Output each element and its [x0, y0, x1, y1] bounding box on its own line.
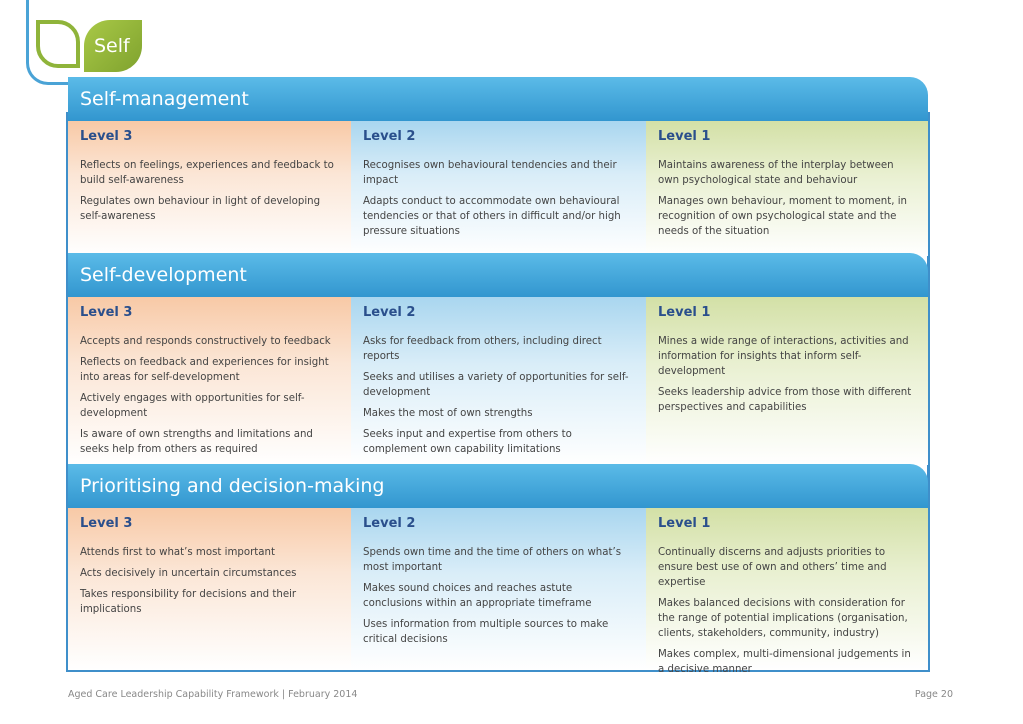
footer-document-title: Aged Care Leadership Capability Framework | February 2014	[68, 689, 358, 700]
capability-item: Spends own time and the time of others on what’s most important	[363, 547, 622, 573]
capability-item: Continually discerns and adjusts priorities to ensure best use of own and others’ time and expertise	[658, 547, 887, 588]
level-2-column	[351, 121, 646, 256]
capability-item: Takes responsibility for decisions and their implications	[80, 589, 297, 615]
section-self-management	[68, 77, 928, 256]
capability-item: Makes balanced decisions with consideration for the range of potential implications (organisation, clients, stakeholders, community, industry)	[658, 598, 908, 639]
level-title: Level 3	[80, 516, 133, 531]
capability-item: Asks for feedback from others, including direct reports	[363, 336, 602, 362]
level-1-column	[646, 297, 928, 465]
footer-page-number: Page 20	[914, 689, 953, 700]
level-2-column	[351, 508, 646, 670]
level-2-column	[351, 297, 646, 465]
capability-item: Acts decisively in uncertain circumstances	[80, 568, 297, 579]
capability-item: Reflects on feedback and experiences for insight into areas for self-development	[80, 357, 329, 383]
level-3-column	[68, 297, 351, 465]
capability-item: Seeks input and expertise from others to complement own capability limitations	[363, 429, 572, 455]
level-title: Level 3	[80, 129, 133, 144]
level-title: Level 1	[658, 129, 711, 144]
capability-item: Uses information from multiple sources to make critical decisions	[363, 619, 609, 645]
capability-item: Manages own behaviour, moment to moment, in recognition of own psychological state and the needs of the situation	[658, 196, 907, 237]
level-columns	[68, 508, 928, 675]
section-title-text: Self-development	[80, 264, 247, 286]
capability-item: Is aware of own strengths and limitations and seeks help from others as required	[80, 429, 313, 455]
capability-item: Reflects on feelings, experiences and feedback to build self-awareness	[80, 160, 334, 186]
level-title: Level 3	[80, 305, 133, 320]
self-logo	[84, 20, 142, 72]
capability-item: Mines a wide range of interactions, activities and information for insights that inform self-development	[658, 336, 909, 377]
level-columns	[68, 297, 928, 465]
section-title	[68, 77, 928, 121]
level-3-column	[68, 508, 351, 670]
section-prioritising-decision-making	[68, 464, 928, 675]
capability-item: Accepts and responds constructively to feedback	[80, 336, 331, 347]
logo-label: Self	[94, 35, 130, 57]
capability-item: Adapts conduct to accommodate own behavioural tendencies or that of others in difficult and/or high pressure situations	[363, 196, 621, 237]
section-title	[68, 253, 928, 297]
capability-item: Makes complex, multi-dimensional judgements in a decisive manner	[658, 649, 911, 675]
section-title-text: Self-management	[80, 88, 249, 110]
section-title	[68, 464, 928, 508]
level-columns	[68, 121, 928, 256]
capability-item: Recognises own behavioural tendencies and their impact	[363, 160, 617, 186]
capability-item: Attends first to what’s most important	[80, 547, 275, 558]
level-title: Level 2	[363, 305, 416, 320]
capability-item: Seeks and utilises a variety of opportunities for self-development	[363, 372, 629, 398]
capability-item: Regulates own behaviour in light of developing self-awareness	[80, 196, 321, 222]
leaf-logo-outline-icon	[36, 20, 80, 68]
section-title-text: Prioritising and decision-making	[80, 475, 385, 497]
level-1-column	[646, 508, 928, 675]
capability-item: Makes the most of own strengths	[363, 408, 533, 419]
level-title: Level 1	[658, 516, 711, 531]
section-self-development	[68, 253, 928, 465]
level-3-column	[68, 121, 351, 256]
level-title: Level 2	[363, 516, 416, 531]
level-1-column	[646, 121, 928, 256]
level-title: Level 2	[363, 129, 416, 144]
capability-item: Actively engages with opportunities for self-development	[80, 393, 305, 419]
capability-item: Maintains awareness of the interplay between own psychological state and behaviour	[658, 160, 894, 186]
level-title: Level 1	[658, 305, 711, 320]
capability-item: Seeks leadership advice from those with different perspectives and capabilities	[658, 387, 912, 413]
capability-item: Makes sound choices and reaches astute conclusions within an appropriate timeframe	[363, 583, 592, 609]
